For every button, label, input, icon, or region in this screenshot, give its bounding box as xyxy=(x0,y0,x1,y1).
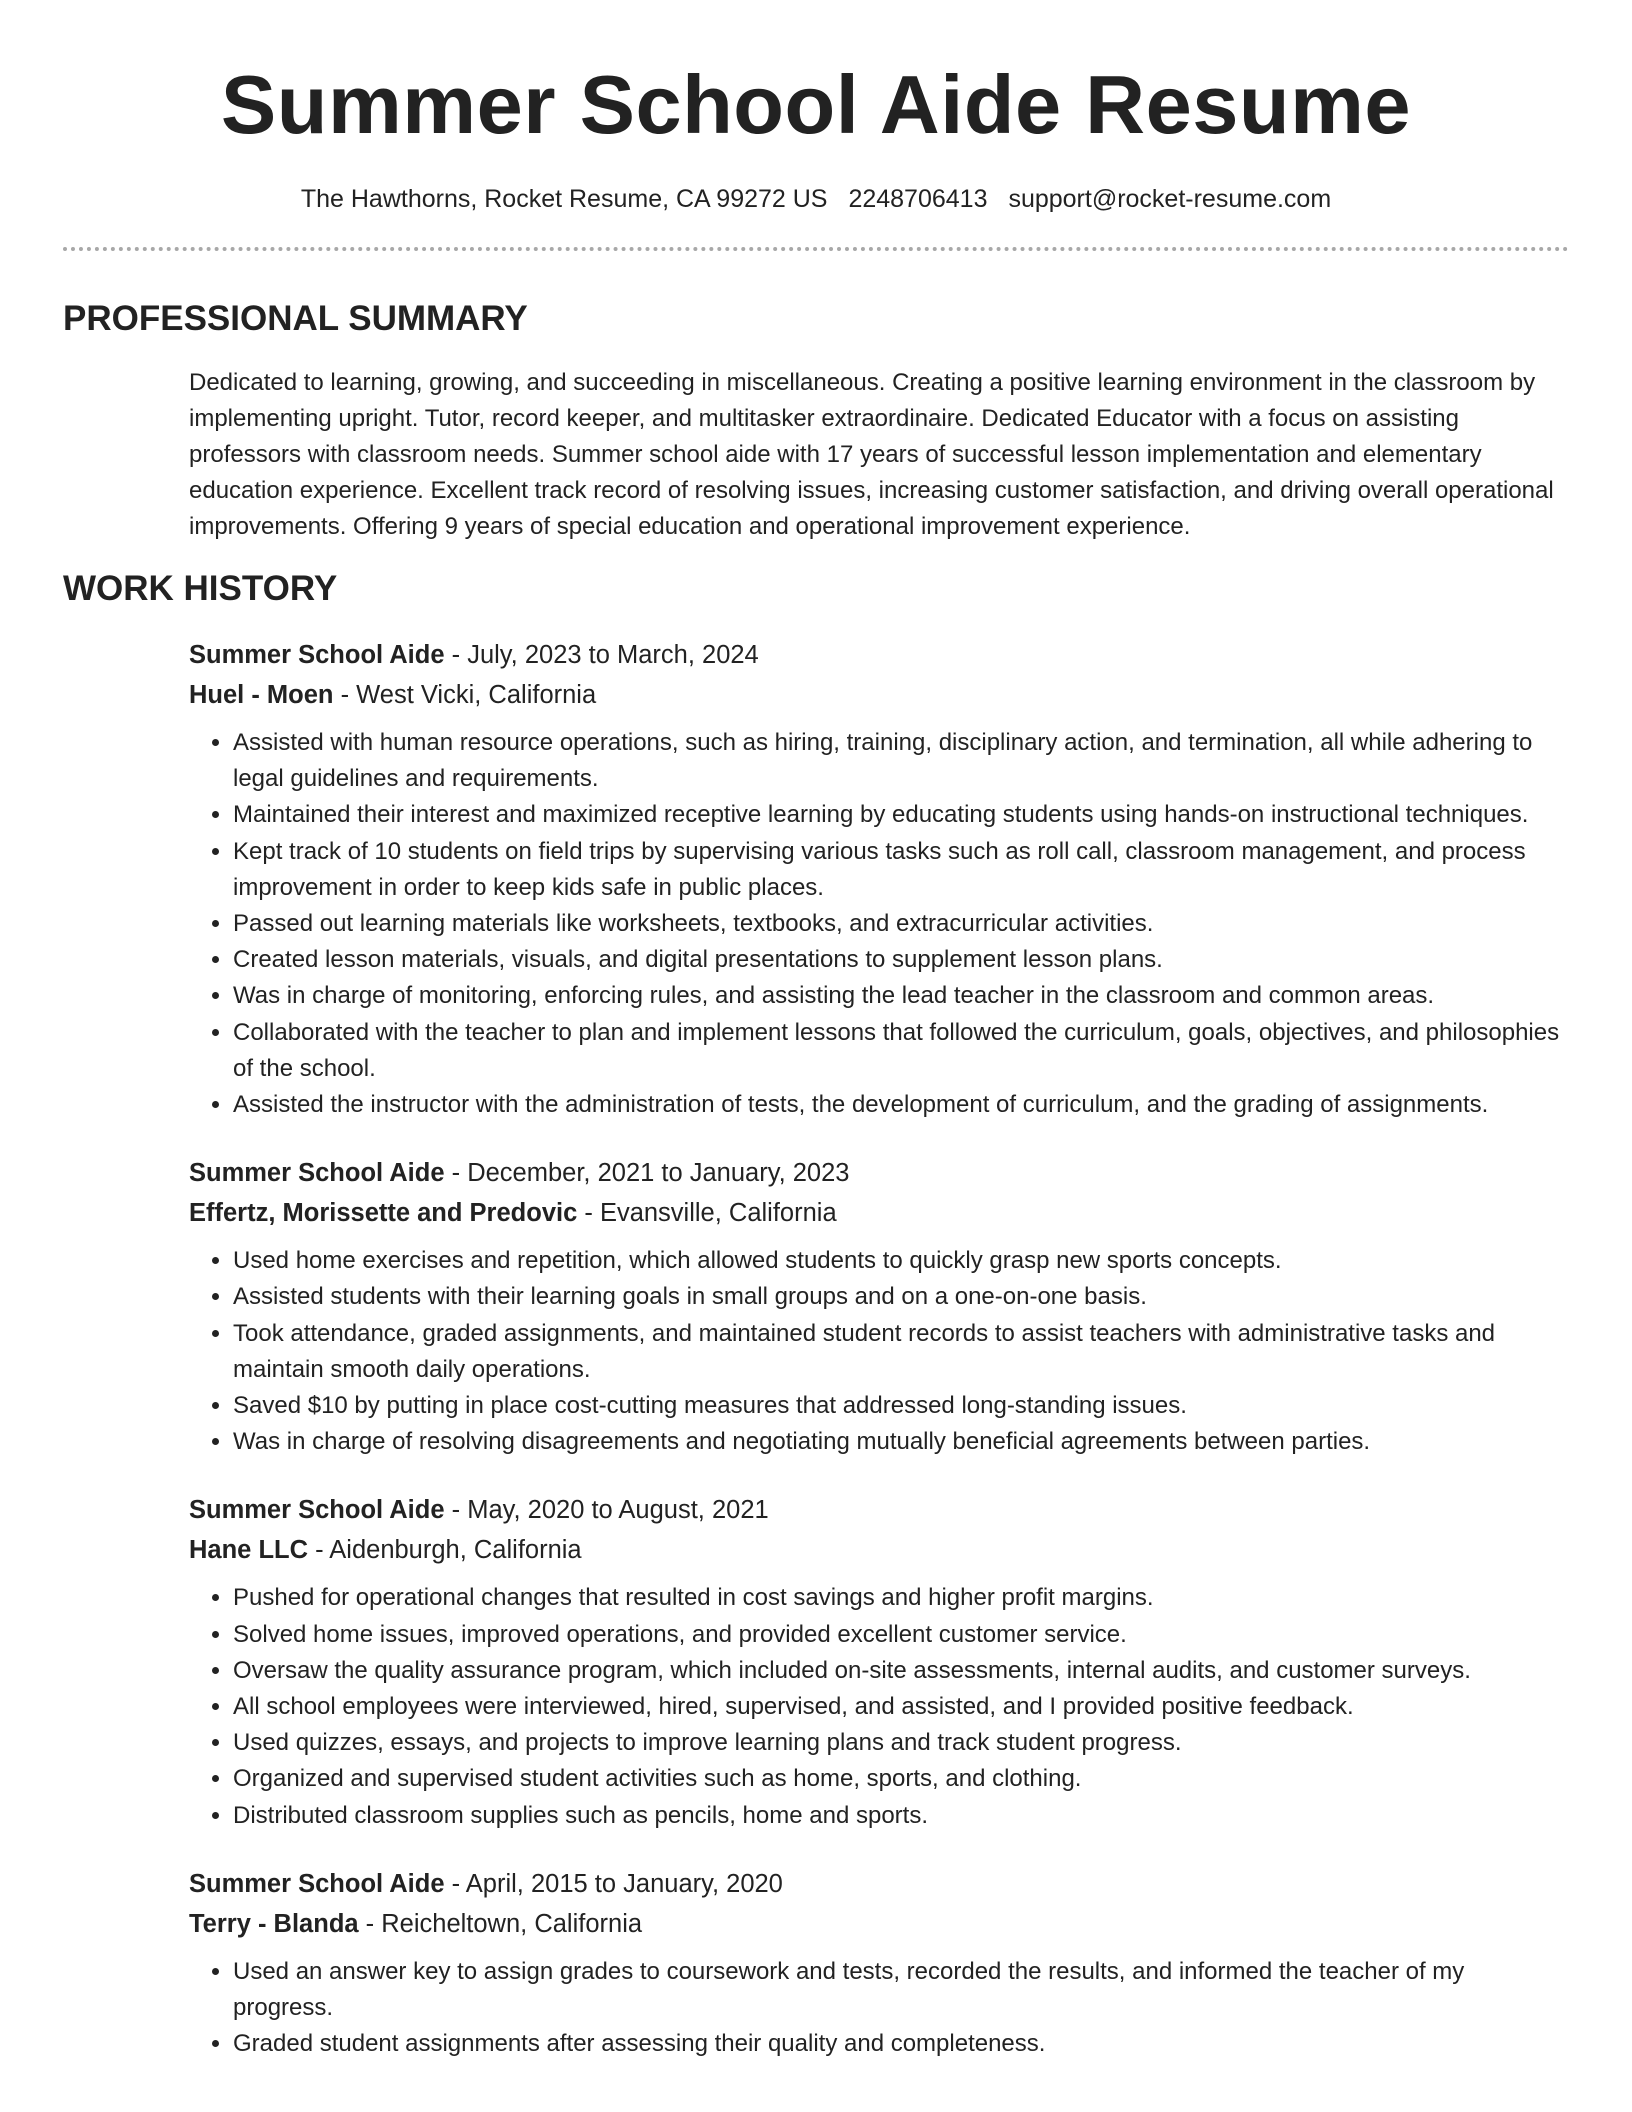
job-company-line xyxy=(189,675,1569,715)
job-duty: • Kept track of 10 students on field trips by supervising various tasks such as roll call, classroom management, and process improvement in order to keep kids safe in public places. xyxy=(233,834,1569,906)
job-entry xyxy=(189,1490,1569,1833)
job-duty: • Maintained their interest and maximized receptive learning by educating students using hands-on instructional techniques. xyxy=(233,797,1569,833)
job-duties-list xyxy=(189,1580,1569,1833)
job-duty: • Collaborated with the teacher to plan and implement lessons that followed the curriculum, goals, objectives, and philosophies of the school. xyxy=(233,1015,1569,1087)
job-duty: • Used an answer key to assign grades to coursework and tests, recorded the results, and informed the teacher of my progress. xyxy=(233,1954,1569,2026)
job-duty: • Used quizzes, essays, and projects to improve learning plans and track student progress. xyxy=(233,1725,1569,1761)
job-entry xyxy=(189,1864,1569,2063)
job-dates: April, 2015 to January, 2020 xyxy=(465,1869,783,1898)
job-duty: • All school employees were interviewed, hired, supervised, and assisted, and I provided positive feedback. xyxy=(233,1689,1569,1725)
job-duties-list xyxy=(189,1243,1569,1460)
job-separator: - xyxy=(358,1909,382,1938)
job-dates: May, 2020 to August, 2021 xyxy=(467,1496,769,1525)
job-duty: • Used home exercises and repetition, which allowed students to quickly grasp new sports concepts. xyxy=(233,1243,1569,1279)
resume-title: Summer School Aide Resume xyxy=(220,58,1412,151)
job-duty: • Pushed for operational changes that resulted in cost savings and higher profit margins. xyxy=(233,1580,1569,1616)
job-dates: December, 2021 to January, 2023 xyxy=(467,1159,850,1188)
job-duty: • Oversaw the quality assurance program, which included on-site assessments, internal audits, and customer surveys. xyxy=(233,1653,1569,1689)
job-separator: - xyxy=(444,1159,468,1188)
contact-phone: 2248706413 xyxy=(848,185,988,213)
job-title-line xyxy=(189,635,1569,675)
job-duty: • Organized and supervised student activities such as home, sports, and clothing. xyxy=(233,1761,1569,1797)
job-title: Summer School Aide xyxy=(189,1496,445,1525)
header-divider xyxy=(63,247,1569,251)
job-title-line xyxy=(189,1490,1569,1530)
job-company-line xyxy=(189,1193,1569,1233)
job-title: Summer School Aide xyxy=(189,641,445,669)
job-company: Terry - Blanda xyxy=(189,1909,359,1938)
job-entry xyxy=(189,1153,1569,1460)
job-separator: - xyxy=(444,1869,466,1898)
job-location: Reicheltown, California xyxy=(381,1909,643,1938)
job-duty: • Graded student assignments after assessing their quality and completeness. xyxy=(233,2026,1569,2062)
job-location: Aidenburgh, California xyxy=(329,1536,582,1565)
job-entry xyxy=(189,635,1569,1123)
resume-header xyxy=(0,0,1632,216)
job-duty: • Was in charge of monitoring, enforcing rules, and assisting the lead teacher in the classroom and common areas. xyxy=(233,978,1569,1014)
job-duty: • Created lesson materials, visuals, and digital presentations to supplement lesson plans. xyxy=(233,942,1569,978)
job-location: West Vicki, California xyxy=(356,681,597,709)
job-title: Summer School Aide xyxy=(189,1869,445,1898)
job-company-line xyxy=(189,1904,1569,1944)
job-title-line xyxy=(189,1864,1569,1904)
summary-text: Dedicated to learning, growing, and succeeding in miscellaneous. Creating a positive learning environment in the classroom by implementing upright. Tutor, record keeper, and multitasker extraordinaire. Dedicated Educator with a focus on assisting professors with classroom needs. Summer school aide with 17 years of successful lesson implementation and elementary education experience. Excellent track record of resolving issues, increasing customer satisfaction, and driving overall operational improvements. Offering 9 years of special education and operational improvement experience. xyxy=(189,369,1554,540)
job-duty: • Took attendance, graded assignments, and maintained student records to assist teachers with administrative tasks and maintain smooth daily operations. xyxy=(233,1316,1569,1388)
job-duty: • Passed out learning materials like worksheets, textbooks, and extracurricular activities. xyxy=(233,906,1569,942)
job-separator: - xyxy=(444,1496,468,1525)
summary-heading: PROFESSIONAL SUMMARY xyxy=(63,299,528,338)
job-dates: July, 2023 to March, 2024 xyxy=(467,641,759,669)
contact-email: support@rocket-resume.com xyxy=(1008,185,1332,213)
job-duty: • Distributed classroom supplies such as pencils, home and sports. xyxy=(233,1798,1569,1834)
job-company-line xyxy=(189,1530,1569,1570)
job-duties-list xyxy=(189,1954,1569,2063)
job-company: Hane LLC xyxy=(189,1536,309,1565)
job-duty: • Saved $10 by putting in place cost-cutting measures that addressed long-standing issues. xyxy=(233,1388,1569,1424)
job-duty: • Assisted the instructor with the administration of tests, the development of curriculum, and the grading of assignments. xyxy=(233,1087,1569,1123)
job-separator: - xyxy=(308,1536,330,1565)
job-separator: - xyxy=(333,681,357,709)
job-company: Effertz, Morissette and Predovic xyxy=(189,1199,578,1228)
job-duty: • Was in charge of resolving disagreements and negotiating mutually beneficial agreements between parties. xyxy=(233,1424,1569,1460)
job-location: Evansville, California xyxy=(599,1199,837,1228)
work-history-heading: WORK HISTORY xyxy=(63,569,338,608)
job-duties-list xyxy=(189,725,1569,1123)
job-separator: - xyxy=(577,1199,600,1228)
job-title: Summer School Aide xyxy=(189,1159,445,1188)
contact-address: The Hawthorns, Rocket Resume, CA 99272 US xyxy=(300,185,828,213)
job-title-line xyxy=(189,1153,1569,1193)
job-separator: - xyxy=(444,641,468,669)
job-duty: • Assisted with human resource operations, such as hiring, training, disciplinary action, and termination, all while adhering to legal guidelines and requirements. xyxy=(233,725,1569,797)
job-duty: • Assisted students with their learning goals in small groups and on a one-on-one basis. xyxy=(233,1279,1569,1315)
job-duty: • Solved home issues, improved operations, and provided excellent customer service. xyxy=(233,1617,1569,1653)
contact-line xyxy=(0,182,1632,216)
job-company: Huel - Moen xyxy=(189,681,334,709)
